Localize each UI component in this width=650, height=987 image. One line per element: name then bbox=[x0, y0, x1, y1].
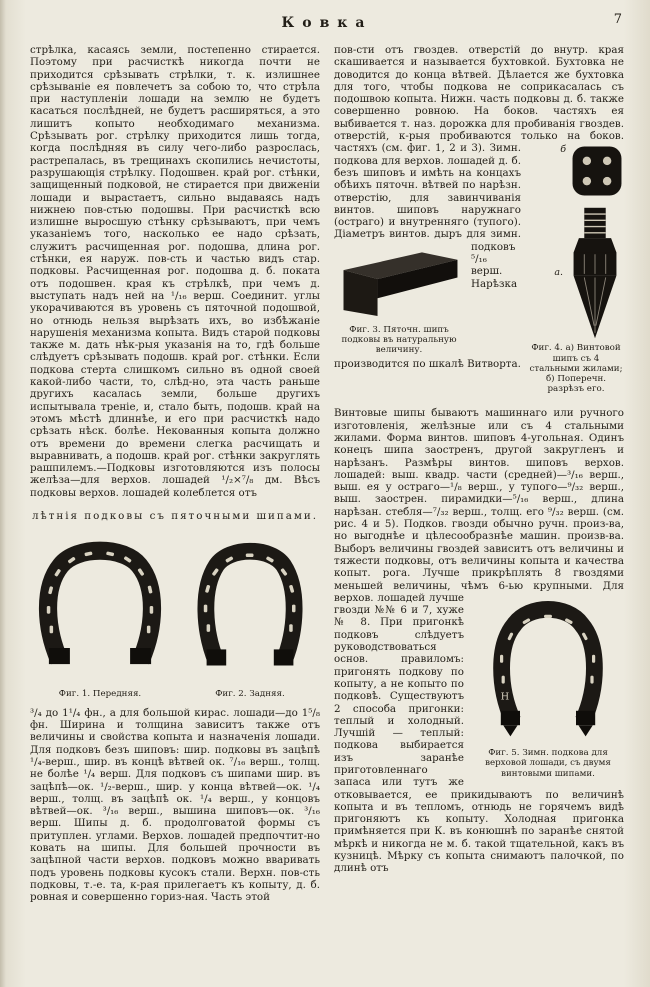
right-column bbox=[334, 44, 624, 904]
figure-3-caption: Фиг. 3. Пяточн. шипъ подковы въ натуральную величину. bbox=[341, 325, 457, 356]
figure-1 bbox=[30, 530, 170, 699]
figure-4a-row bbox=[528, 206, 624, 340]
figure-4b-row bbox=[528, 144, 624, 198]
figure-4 bbox=[528, 144, 624, 394]
figure-2 bbox=[180, 530, 320, 699]
body-paragraph: стрѣлка, касаясь земли, постепенно стирается. Поэтому при расчисткѣ никогда почти не приходится срѣзывать стрѣлки, т. к. излишнее срѣзываніе ея повлечетъ за собою то, что стрѣла при наступленіи лошади на землю не будетъ касаться послѣдней, не будетъ расширяться, а это лишитъ копыто необходимаго механизма. Срѣзывать рог. стрѣлку приходится лишь тогда, когда послѣдняя въ силу чего-либо разрослась, растрепалась, въ трещинахъ скопились нечистоты, разрушающія стрѣлку. Подошвен. край рог. стѣнки, защищенный подковой, не стирается при движеніи лошади и вырастаетъ, сильно выдаваясь надъ нижнею пов-стью подошвы. При расчисткѣ всю излишне выросшую стѣнку срѣзываютъ, при чемъ указаніемъ того, насколько ее надо срѣзать, служитъ расчищенная рог. подошва, длина рог. стѣнки, ея наруж. пов-сть и частью видъ стар. подковы. Расчищенная рог. подошва д. б. поката отъ подошвен. края къ стрѣлкѣ, при чемъ д. выступать надъ ней на ¹/₁₆ верш. Соединит. углы укорачиваются въ уровень съ пяточной подошвой, но отнюдь нельзя вырѣзать ихъ, во избѣжаніе нарушенія механизма копыта. Видъ старой подковы также м. дать нѣк-рыя указанія на то, гдѣ больше слѣдуетъ срѣзывать подошв. край рог. стѣнки. Если подкова стерта слишкомъ сильно въ одной своей какой-либо части, то, слѣд-но, эта часть раньше другихъ касалась земли, больше другихъ испытывала треніе, и, стало быть, подошв. край на этомъ мѣстѣ длиннѣе, и его при расчисткѣ надо срѣзать нѣск. болѣе. Некованныя копыта должно отъ времени до времени слегка расчищать и выравнивать, а подошв. край рог. стѣнки закруглять рашпилемъ.—Подковы изготовляются изъ полосы желѣза—для верхов. лошадей ¹/₂×⁷/₈ дм. Вѣсъ подковы верхов. лошадей колеблется отъ bbox=[30, 44, 320, 499]
figure-3 bbox=[334, 245, 464, 356]
figure-5 bbox=[472, 594, 624, 779]
svg-text:H: H bbox=[500, 691, 510, 703]
winter-horseshoe-figure-image bbox=[475, 594, 621, 742]
wrapped-text-block-bottom bbox=[334, 407, 624, 874]
figure-4b-label: б bbox=[560, 144, 566, 156]
body-text: дыръ для зимн. подковъ ⁵/₁₆ верш. Нарѣзка производится по шкалѣ Витворта. bbox=[334, 228, 521, 370]
horseshoe-figures-row bbox=[30, 530, 320, 699]
body-text: пов-сти отъ гвоздев. отверстій до внутр. края скашивается и называется бухтовкой. Бухтовка не доводится до конца вѣтвей. Дѣлается же бухтовка для того, чтобы подкова не соприкасалась съ подошвою копыта. Нижн. часть подковы д. б. также совершенно ровною. На боков. частяхъ ея выбивается т. наз. дорожка для пробиванія гвоздев. отверстій, к-рыя пробиваются только на боков. частяхъ (см. фиг. 1, 2 и 3). Зимн. bbox=[334, 44, 624, 155]
section-heading: лѣтнія подковы съ пяточными шипами. bbox=[31, 509, 319, 522]
left-column bbox=[30, 44, 320, 904]
page-header bbox=[30, 12, 624, 34]
page-title: Ковка bbox=[281, 15, 373, 31]
body-text: верхов. лошадей лучше гвозди №№ 6 и 7, хуже № 8. При пригонкѣ подковъ слѣдуетъ руководствоваться основ. правиломъ: пригонять подкову по копыту, а не копыто по подковѣ. Существуютъ 2 способа пригонки: теплый и холодный. Лучшій — теплый: подкова выбирается изъ заранѣе приготовленнаго запаса или тутъ же отковывается, ее прикидываютъ по величинѣ копыта и въ тепломъ, отнюдь не горячемъ видѣ пригоняютъ къ копыту. Холодная пригонка примѣняется при К. въ конюшнѣ по заранѣе снятой мѣркѣ и никогда не м. б. такой тщательной, какъ въ кузницѣ. Мѣрку съ копыта снимаютъ палочкой, по длинѣ отъ bbox=[334, 591, 624, 875]
figure-4a-label: а. bbox=[554, 267, 563, 279]
screw-spike-image bbox=[566, 206, 624, 340]
screw-spike-cross-section-image bbox=[570, 144, 624, 198]
text-columns bbox=[30, 44, 624, 904]
figure-2-caption: Фиг. 2. Задняя. bbox=[215, 688, 285, 699]
figure-4-caption: Фиг. 4. а) Винтовой шипъ съ 4 стальными жилами; б) Поперечн. разрѣзъ его. bbox=[529, 343, 623, 395]
body-text: подкова для верхов. лошадей д. б. безъ шиповъ и имѣть на концахъ обѣихъ пяточн. вѣтвей по нарѣзн. отверстію, для завинчиванія винтов. шиповъ наружнаго (остраго) и внутренняго (тупого). Діаметръ винтов. bbox=[334, 154, 521, 241]
figure-1-caption: Фиг. 1. Передняя. bbox=[58, 688, 142, 699]
heel-spike-image bbox=[335, 245, 463, 319]
hind-horseshoe-figure-image bbox=[180, 530, 320, 682]
figure-5-caption: Фиг. 5. Зимн. подкова для верховой лошади, съ двумя винтовыми шипами. bbox=[485, 748, 611, 779]
front-horseshoe-figure-image bbox=[30, 530, 170, 682]
body-paragraph: ³/₄ до 1¹/₄ фн., а для большой кирас. лошади—до 1⁵/₈ фн. Ширина и толщина зависитъ также отъ величины и свойства копыта и назначенія лошади. Для подковъ безъ шиповъ: шир. подковы въ зацѣпѣ ¹/₄-верш., шир. въ концѣ вѣтвей ок. ⁷/₁₆ верш., толщ. не болѣе ¹/₄ верш. Для подковъ съ шипами шир. въ зацѣпѣ—ок. ¹/₂-верш., шир. у конца вѣтвей—ок. ¹/₄ верш., толщ. въ зацѣпѣ ок. ¹/₄ верш., у концовъ вѣтвей—ок. ³/₁₆ верш., вышина шиповъ—ок. ³/₁₆ верш. Шипы д. б. продолговатой формы съ притуплен. углами. Верхов. лошадей предпочтит-но ковать на шипы. Для большей прочности въ зацѣпной части верхов. подковъ можно вваривать подъ уровень подковы кусокъ стали. Верхн. пов-сть подковы, т.-е. та, к-рая прилегаетъ къ копыту, д. б. ровная и совершенно гориз-ная. Часть этой bbox=[30, 706, 320, 904]
wrapped-text-block-top bbox=[334, 44, 624, 397]
page-number: 7 bbox=[613, 12, 622, 27]
body-text: Винтовые шипы бываютъ машиннаго или ручного изготовленія, желѣзные или съ 4 стальными жилами. Форма винтов. шиповъ 4-угольная. Одинъ конецъ шипа заостренъ, другой закругленъ и нарѣзанъ. Размѣры винтов. шиповъ верхов. лошадей: выш. квадр. части (средней)—³/₁₆ верш., выш. ея у остраго—¹/₈ верш., у тупого—⁹/₃₂ верш., выш. заострен. пирамидки—⁵/₁₆ верш., длина нарѣзан. стебля—⁷/₃₂ верш., толщ. его ⁹/₃₂ верш. (см. рис. 4 и 5). Подков. гвозди обычно ручн. произ-ва, но выгоднѣе и цѣлесообразнѣе машин. произв-ва. Выборъ величины гвоздей зависитъ отъ величины и тяжести подковы, отъ величины копыта и качества копыт. рога. Лучше прикрѣплять 8 гвоздями меньшей величины, чѣмъ 6-ью крупными. Для bbox=[334, 407, 624, 592]
